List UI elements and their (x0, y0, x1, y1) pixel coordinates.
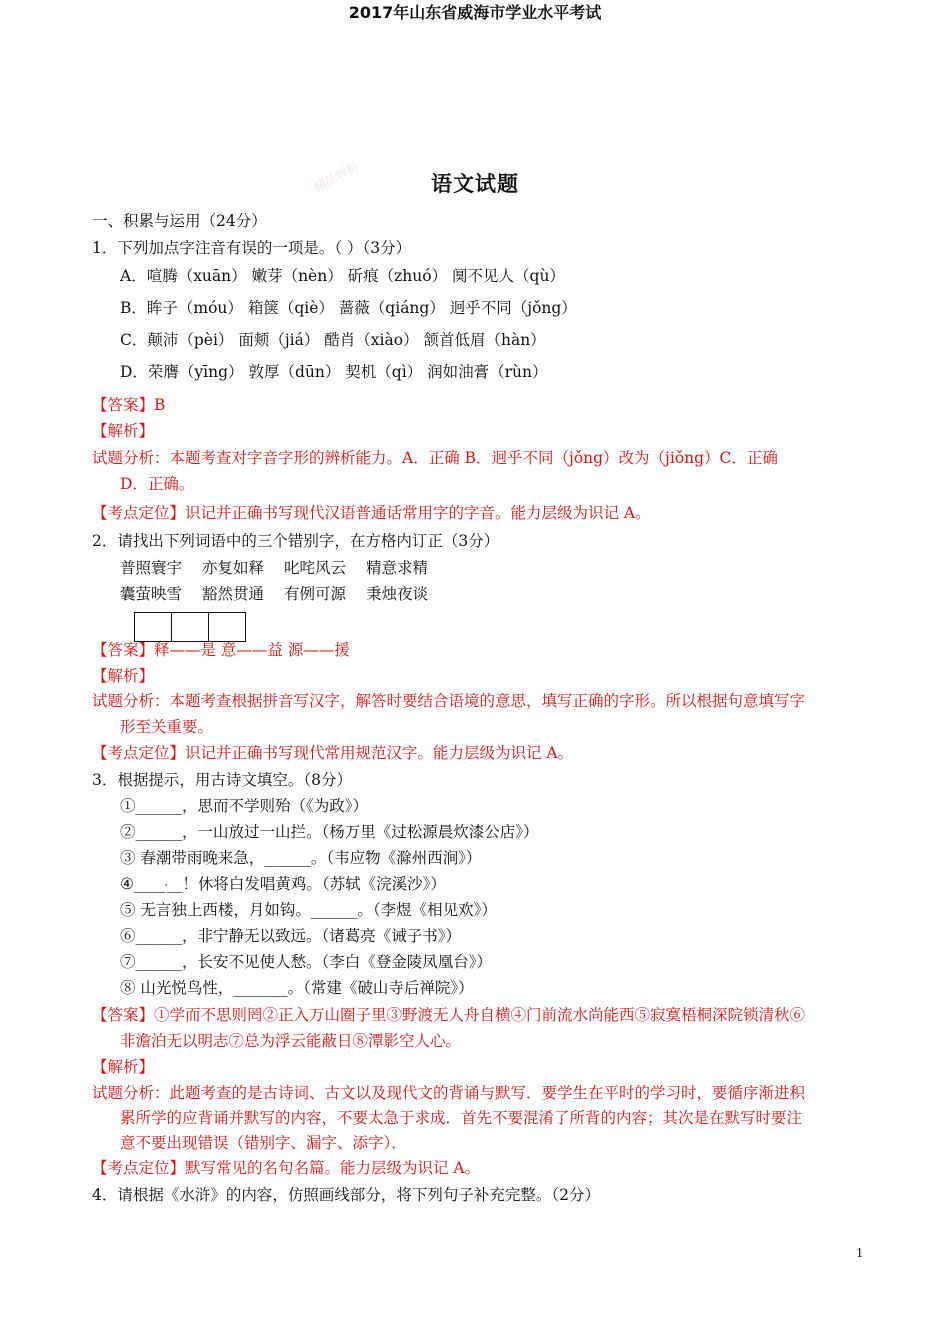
q3-analysis-line1: 试题分析：此题考查的是古诗词、古文以及现代文的背诵与默写．要学生在平时的学习时，要循序渐进积 (92, 1084, 806, 1102)
q3-point: 【考点定位】默写常见的名句名篇。能力层级为识记 A。 (92, 1159, 481, 1177)
answer-box[interactable] (134, 612, 172, 642)
q3-answer-line2: 非澹泊无以明志⑦总为浮云能蔽日⑧潭影空人心。 (120, 1032, 462, 1050)
q2-word: 叱咤风云 (284, 559, 347, 577)
q2-word: 精意求精 (366, 559, 429, 577)
q3-answer-line1: 【答案】①学而不思则罔②正入万山圈子里③野渡无人舟自横④门前流水尚能西⑤寂寞梧桐深院锁清秋⑥ (92, 1006, 806, 1024)
q1-answer: 【答案】B (92, 396, 166, 414)
q2-word: 豁然贯通 (202, 585, 265, 603)
q3-analysis-line2: 累所学的应背诵并默写的内容，不要太急于求成．首先不要混淆了所背的内容；其次是在默写时要注 (120, 1109, 803, 1127)
q3-line7: ⑦______，长安不见使人愁。（李白《登金陵凤凰台》） (120, 953, 493, 971)
q1-option-d: D．荣膺（yīng） 敦厚（dūn） 契机（qì） 润如油膏（rùn） (120, 363, 548, 381)
q2-words-row2 (120, 583, 428, 605)
q2-word: 有例可源 (284, 585, 347, 603)
q3-line6: ⑥______，非宁静无以致远。（诸葛亮《诫子书》） (120, 927, 462, 945)
q3-analysis-line3: 意不要出现错误（错别字、漏字、添字）． (120, 1134, 407, 1152)
q3-stem: 3．根据提示，用古诗文填空。（8分） (92, 771, 352, 789)
q4-stem: 4．请根据《水浒》的内容，仿照画线部分，将下列句子补充完整。（2分） (92, 1186, 600, 1204)
q3-analysis-label: 【解析】 (92, 1058, 155, 1076)
q3-line2: ②______，一山放过一山拦。（杨万里《过松源晨炊漆公店》） (120, 823, 539, 841)
q2-analysis-line1: 试题分析：本题考查根据拼音写汉字，解答时要结合语境的意思，填写正确的字形。所以根据句意填写字 (92, 692, 806, 710)
q3-line3: ③ 春潮带雨晚来急，______。（韦应物《滁州西涧》） (120, 849, 482, 867)
answer-grid (135, 612, 246, 642)
q2-stem: 2．请找出下列词语中的三个错别字，在方格内订正（3分） (92, 532, 500, 550)
q2-words-row1 (120, 557, 428, 579)
page-subtitle: 语文试题 (431, 172, 519, 196)
page-title: 2017年山东省威海市学业水平考试 (348, 3, 602, 22)
q2-point: 【考点定位】识记并正确书写现代常用规范汉字。能力层级为识记 A。 (92, 744, 574, 762)
q1-option-a: A．喧腾（xuān） 嫩芽（nèn） 斫痕（zhuó） 阒不见人（qù） (120, 267, 565, 285)
q2-word: 普照寰宇 (120, 559, 183, 577)
q3-line5: ⑤ 无言独上西楼，月如钩。______。（李煜《相见欢》） (120, 901, 497, 919)
page-number: 1 (856, 1246, 863, 1261)
q1-option-c: C．颠沛（pèi） 面颊（jiá） 酷肖（xiào） 颔首低眉（hàn） (120, 331, 546, 349)
q3-line1: ①______，思而不学则殆（《为政》） (120, 797, 369, 815)
q3-line4-blank: ④____ (120, 875, 165, 893)
q3-line4 (120, 873, 446, 895)
q1-analysis-line2: D．正确。 (120, 475, 195, 493)
q1-analysis-line1: 试题分析：本题考查对字音字形的辨析能力。A．正确 B．迥乎不同（jǒng）改为（jiǒng）C．正确 (92, 449, 778, 467)
q2-word: 秉烛夜谈 (366, 585, 429, 603)
q2-answer: 【答案】释——是 意——益 源——援 (92, 641, 350, 659)
q1-point: 【考点定位】识记并正确书写现代汉语普通话常用字的字音。能力层级为识记 A。 (92, 504, 651, 522)
q1-analysis-label: 【解析】 (92, 422, 155, 440)
answer-box[interactable] (171, 612, 209, 642)
q2-word: 亦复如释 (202, 559, 265, 577)
q3-line4-text: __！休将白发唱黄鸡。（苏轼《浣溪沙》） (166, 875, 446, 893)
q1-option-b: B．眸子（móu） 箱箧（qiè） 蔷薇（qiáng） 迥乎不同（jǒng） (120, 299, 577, 317)
watermark: 精品解析 (311, 159, 361, 195)
q2-analysis-line2: 形至关重要。 (120, 718, 214, 736)
q2-word: 囊萤映雪 (120, 585, 183, 603)
answer-box[interactable] (208, 612, 246, 642)
q1-stem: 1．下列加点字注音有误的一项是。（ ）（3分） (92, 239, 412, 257)
q2-analysis-label: 【解析】 (92, 667, 155, 685)
q3-line8: ⑧ 山光悦鸟性，_______。（常建《破山寺后禅院》） (120, 979, 474, 997)
section-heading: 一、积累与运用（24分） (92, 212, 267, 230)
